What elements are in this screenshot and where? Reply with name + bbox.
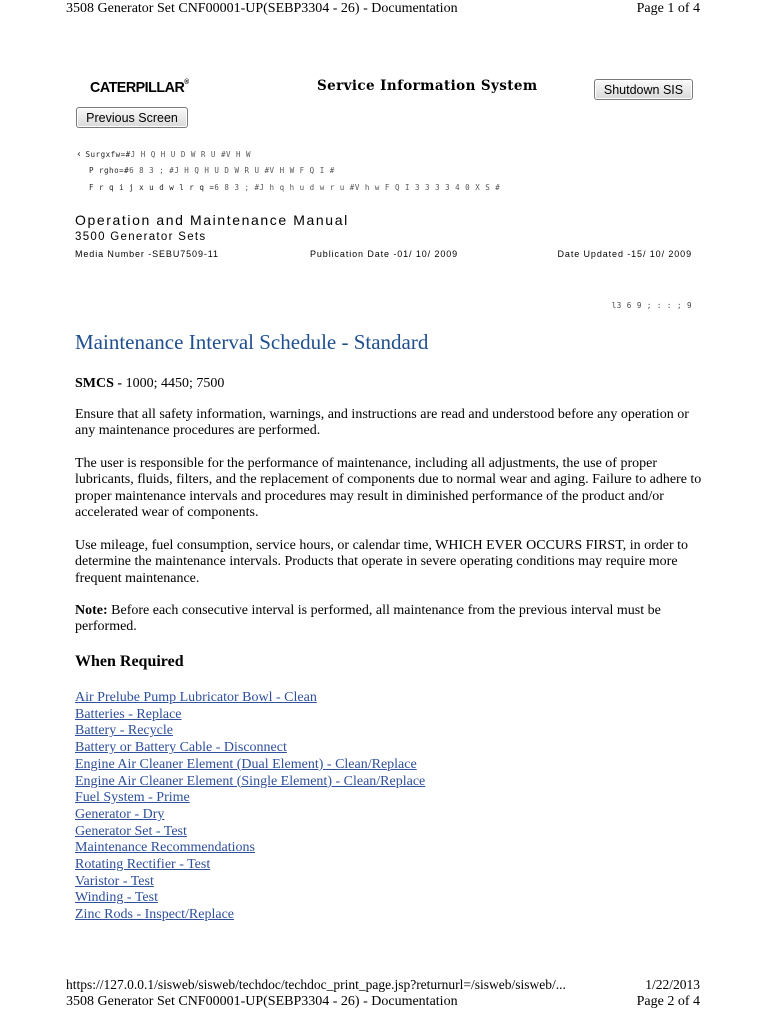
list-item bbox=[75, 807, 425, 824]
next-page-indicator: Page 2 of 4 bbox=[636, 994, 700, 1009]
document-reference-id: l3 6 9 ; : : ; 9 bbox=[611, 301, 692, 310]
breadcrumb-product[interactable] bbox=[76, 149, 251, 160]
link-maintenance-recommendations[interactable]: Maintenance Recommendations bbox=[75, 840, 255, 856]
link-generator-set-test[interactable]: Generator Set - Test bbox=[75, 823, 187, 839]
link-battery-recycle[interactable]: Battery - Recycle bbox=[75, 723, 173, 739]
smcs-label: SMCS - bbox=[75, 376, 123, 391]
publication-date: Publication Date -01/ 10/ 2009 bbox=[310, 249, 459, 259]
list-item bbox=[75, 707, 425, 724]
list-item bbox=[75, 740, 425, 757]
manual-subtitle: 3500 Generator Sets bbox=[75, 231, 207, 243]
list-item bbox=[75, 690, 425, 707]
chevron-left-icon: ‹ bbox=[76, 149, 83, 160]
link-generator-dry[interactable]: Generator - Dry bbox=[75, 806, 165, 822]
responsibility-paragraph: The user is responsible for the performance of maintenance, including all adjustments, the use of proper lubricants, fluids, filters, and the replacement of components due to normal wear and aging. Failure to adhere to proper maintenance intervals and procedures may result in diminished performance of the product and/or accelerated wear of components. bbox=[75, 456, 702, 521]
print-footer-url: https://127.0.0.1/sisweb/sisweb/techdoc/techdoc_print_page.jsp?returnurl=/sisweb/sisweb/... bbox=[66, 977, 566, 992]
interval-paragraph: Use mileage, fuel consumption, service hours, or calendar time, WHICH EVER OCCURS FIRST, in order to determine the maintenance intervals. Products that operate in severe operating conditions may require more frequent maintenance. bbox=[75, 538, 689, 586]
link-batteries-replace[interactable]: Batteries - Replace bbox=[75, 706, 182, 722]
smcs-codes bbox=[75, 376, 224, 392]
link-air-cleaner-dual[interactable]: Engine Air Cleaner Element (Dual Element) - Clean/Replace bbox=[75, 756, 417, 772]
print-footer-date: 1/22/2013 bbox=[645, 977, 700, 992]
shutdown-sis-button[interactable]: Shutdown SIS bbox=[594, 79, 693, 100]
note-paragraph bbox=[75, 603, 705, 636]
list-item bbox=[75, 907, 425, 924]
print-header-title: 3508 Generator Set CNF00001-UP(SEBP3304 - 26) - Documentation bbox=[66, 1, 458, 16]
link-air-cleaner-single[interactable]: Engine Air Cleaner Element (Single Element) - Clean/Replace bbox=[75, 773, 426, 789]
breadcrumb-label: P rgho=# bbox=[89, 166, 130, 175]
link-winding-test[interactable]: Winding - Test bbox=[75, 890, 158, 906]
list-item bbox=[75, 723, 425, 740]
list-item bbox=[75, 757, 425, 774]
link-air-prelube-pump[interactable]: Air Prelube Pump Lubricator Bowl - Clean bbox=[75, 690, 317, 705]
breadcrumb-value: 6 8 3 ; #J h q h u d w r u #V h w F Q I 3 3 3 3 4 0 X S # bbox=[214, 183, 501, 192]
link-zinc-rods[interactable]: Zinc Rods - Inspect/Replace bbox=[75, 907, 235, 923]
page-title: Maintenance Interval Schedule - Standard bbox=[75, 330, 429, 354]
list-item bbox=[75, 774, 425, 791]
list-item bbox=[75, 840, 425, 857]
media-number: Media Number -SEBU7509-11 bbox=[75, 249, 219, 259]
breadcrumb-label: F r q i j x u d w l r q = bbox=[89, 183, 215, 192]
caterpillar-logo bbox=[90, 79, 189, 96]
note-label: Note: bbox=[75, 603, 108, 618]
list-item bbox=[75, 874, 425, 891]
logo-registered-mark: ® bbox=[184, 79, 189, 86]
link-varistor-test[interactable]: Varistor - Test bbox=[75, 873, 154, 889]
list-item bbox=[75, 857, 425, 874]
link-fuel-system-prime[interactable]: Fuel System - Prime bbox=[75, 790, 190, 806]
breadcrumb-label: Surgxfw=# bbox=[85, 150, 131, 159]
breadcrumb-model[interactable] bbox=[89, 166, 335, 175]
next-page-header-title: 3508 Generator Set CNF00001-UP(SEBP3304 - 26) - Documentation bbox=[66, 994, 458, 1009]
system-title: Service Information System bbox=[317, 78, 538, 94]
link-battery-cable-disconnect[interactable]: Battery or Battery Cable - Disconnect bbox=[75, 740, 287, 756]
breadcrumb-configuration[interactable] bbox=[89, 183, 500, 192]
safety-paragraph: Ensure that all safety information, warnings, and instructions are read and understood before any operation or any maintenance procedures are performed. bbox=[75, 407, 689, 439]
list-item bbox=[75, 790, 425, 807]
list-item bbox=[75, 824, 425, 841]
logo-text: CATERPILLAR bbox=[90, 79, 185, 96]
section-heading-when-required: When Required bbox=[75, 653, 184, 670]
maintenance-link-list bbox=[75, 690, 425, 924]
manual-title: Operation and Maintenance Manual bbox=[75, 212, 349, 228]
link-rotating-rectifier-test[interactable]: Rotating Rectifier - Test bbox=[75, 857, 211, 873]
previous-screen-button[interactable]: Previous Screen bbox=[76, 107, 188, 128]
breadcrumb-value: 6 8 3 ; #J H Q H U D W R U #V H W F Q I # bbox=[129, 166, 335, 175]
note-text: Before each consecutive interval is performed, all maintenance from the previous interval must be performed. bbox=[75, 603, 661, 635]
list-item bbox=[75, 890, 425, 907]
print-page-indicator: Page 1 of 4 bbox=[636, 1, 700, 16]
smcs-value: 1000; 4450; 7500 bbox=[122, 376, 225, 391]
date-updated: Date Updated -15/ 10/ 2009 bbox=[557, 249, 692, 259]
breadcrumb-value: J H Q H U D W R U #V H W bbox=[130, 150, 252, 159]
